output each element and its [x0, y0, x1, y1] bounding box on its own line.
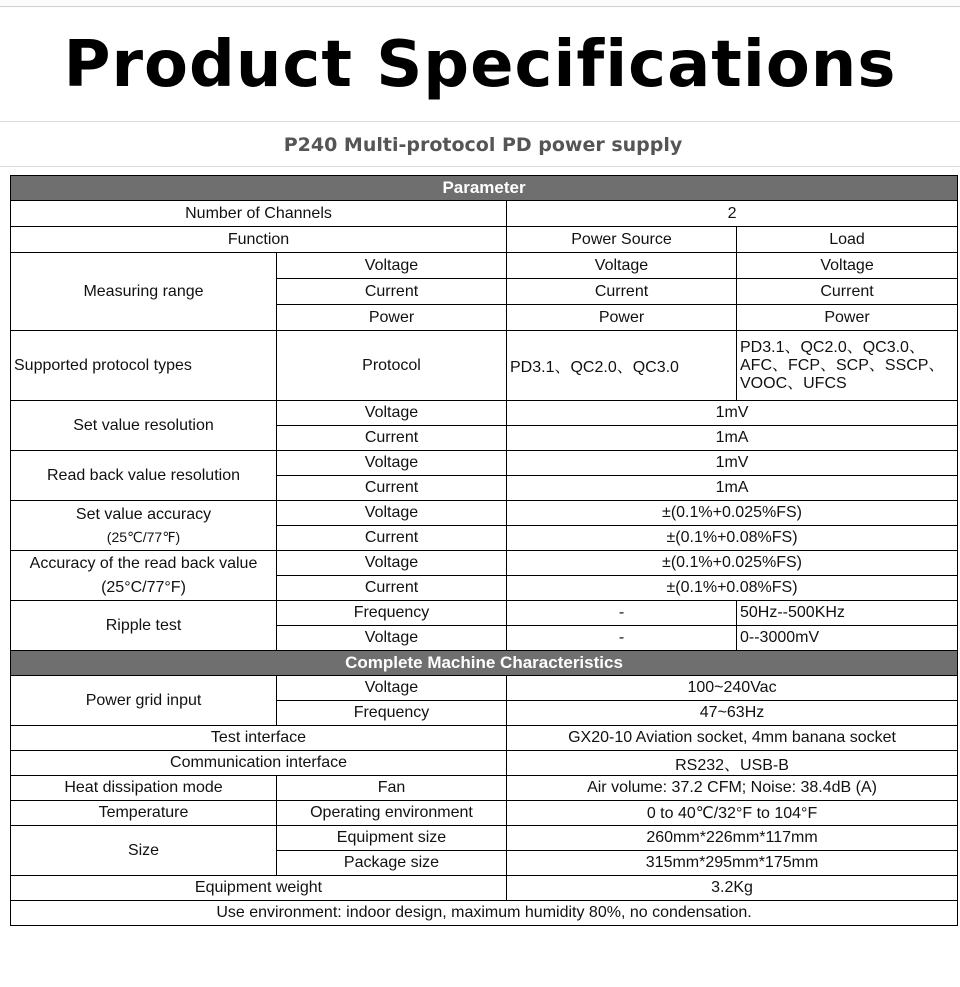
cell-sublabel: Current — [277, 476, 507, 501]
cell-sublabel: Package size — [277, 851, 507, 876]
divider — [0, 166, 960, 167]
cell-value: 2 — [507, 201, 958, 227]
cell-header: Power Source — [507, 227, 737, 253]
table-row — [11, 876, 958, 901]
cell-sublabel: Current — [277, 426, 507, 451]
cell-label: Power grid input — [11, 676, 277, 726]
cell-sublabel: Voltage — [277, 253, 507, 279]
cell-sublabel: Operating environment — [277, 801, 507, 826]
cell-value: ±(0.1%+0.025%FS) — [507, 501, 958, 526]
cell-value: GX20-10 Aviation socket, 4mm banana socket — [507, 726, 958, 751]
cell-value: Current — [507, 279, 737, 305]
cell-value: 50Hz--500KHz — [737, 601, 958, 626]
cell-sublabel: Current — [277, 526, 507, 551]
cell-sublabel: Protocol — [277, 331, 507, 401]
cell-label: Supported protocol types — [11, 331, 277, 401]
spec-table — [10, 175, 958, 926]
label-line: Accuracy of the read back value — [29, 554, 258, 572]
protocol-line: VOOC、UFCS — [740, 374, 847, 392]
cell-sublabel: Voltage — [277, 401, 507, 426]
cell-label: Set value resolution — [11, 401, 277, 451]
section-title-machine: Complete Machine Characteristics — [11, 651, 958, 676]
table-row — [11, 451, 958, 476]
cell-footnote: Use environment: indoor design, maximum humidity 80%, no condensation. — [11, 901, 958, 926]
cell-value: 1mV — [507, 401, 958, 426]
title-banner — [0, 8, 960, 120]
cell-value: Air volume: 37.2 CFM; Noise: 38.4dB (A) — [507, 776, 958, 801]
cell-label: Test interface — [11, 726, 507, 751]
table-row — [11, 551, 958, 576]
cell-sublabel: Power — [277, 305, 507, 331]
table-row — [11, 901, 958, 926]
cell-value: - — [507, 601, 737, 626]
cell-header: Load — [737, 227, 958, 253]
cell-label: Heat dissipation mode — [11, 776, 277, 801]
cell-label: Communication interface — [11, 751, 507, 776]
cell-sublabel: Frequency — [277, 601, 507, 626]
table-row — [11, 401, 958, 426]
cell-sublabel: Fan — [277, 776, 507, 801]
cell-sublabel: Frequency — [277, 701, 507, 726]
section-header-row — [11, 651, 958, 676]
table-row — [11, 227, 958, 253]
table-row — [11, 601, 958, 626]
cell-value: - — [507, 626, 737, 651]
cell-label — [11, 501, 277, 551]
cell-value: Power — [737, 305, 958, 331]
cell-label: Equipment weight — [11, 876, 507, 901]
table-row — [11, 801, 958, 826]
cell-label: Size — [11, 826, 277, 876]
cell-label: Measuring range — [11, 253, 277, 331]
protocol-line: PD3.1、QC2.0、QC3.0、 — [740, 338, 925, 356]
cell-sublabel: Current — [277, 576, 507, 601]
spreadsheet-top-strip — [0, 0, 960, 7]
table-row — [11, 676, 958, 701]
cell-value: Current — [737, 279, 958, 305]
cell-value: 0 to 40℃/32°F to 104°F — [507, 801, 958, 826]
cell-value: ±(0.1%+0.08%FS) — [507, 576, 958, 601]
cell-value: PD3.1、QC2.0、QC3.0 — [507, 331, 737, 401]
cell-value — [737, 331, 958, 401]
divider — [0, 121, 960, 122]
cell-value: Power — [507, 305, 737, 331]
cell-label: Read back value resolution — [11, 451, 277, 501]
table-row — [11, 751, 958, 776]
table-row — [11, 501, 958, 526]
cell-value: 260mm*226mm*117mm — [507, 826, 958, 851]
cell-value: 100~240Vac — [507, 676, 958, 701]
cell-value: ±(0.1%+0.08%FS) — [507, 526, 958, 551]
table-row — [11, 331, 958, 401]
cell-sublabel: Voltage — [277, 676, 507, 701]
section-title-parameter: Parameter — [11, 176, 958, 201]
cell-value: 1mA — [507, 426, 958, 451]
label-line: (25°C/77°F) — [101, 578, 186, 596]
cell-value: Voltage — [737, 253, 958, 279]
section-header-row — [11, 176, 958, 201]
label-line: Set value accuracy — [75, 505, 212, 523]
cell-value: 315mm*295mm*175mm — [507, 851, 958, 876]
cell-sublabel: Voltage — [277, 451, 507, 476]
cell-sublabel: Voltage — [277, 626, 507, 651]
cell-label: Function — [11, 227, 507, 253]
table-row — [11, 201, 958, 227]
table-row — [11, 726, 958, 751]
cell-value: 1mA — [507, 476, 958, 501]
page-subtitle: P240 Multi-protocol PD power supply — [283, 134, 683, 156]
cell-sublabel: Voltage — [277, 501, 507, 526]
page-title: Product Specifications — [63, 28, 897, 102]
table-row — [11, 253, 958, 279]
cell-value: 1mV — [507, 451, 958, 476]
cell-label: Temperature — [11, 801, 277, 826]
cell-sublabel: Voltage — [277, 551, 507, 576]
cell-value: ±(0.1%+0.025%FS) — [507, 551, 958, 576]
protocol-line: AFC、FCP、SCP、SSCP、 — [740, 356, 945, 374]
cell-sublabel: Equipment size — [277, 826, 507, 851]
cell-value: Voltage — [507, 253, 737, 279]
cell-label — [11, 551, 277, 601]
table-row — [11, 776, 958, 801]
label-line: (25℃/77℉) — [106, 528, 181, 545]
cell-value: 0--3000mV — [737, 626, 958, 651]
table-row — [11, 826, 958, 851]
cell-value: 47~63Hz — [507, 701, 958, 726]
cell-value: RS232、USB-B — [507, 751, 958, 776]
cell-label: Ripple test — [11, 601, 277, 651]
cell-label: Number of Channels — [11, 201, 507, 227]
cell-value: 3.2Kg — [507, 876, 958, 901]
cell-sublabel: Current — [277, 279, 507, 305]
